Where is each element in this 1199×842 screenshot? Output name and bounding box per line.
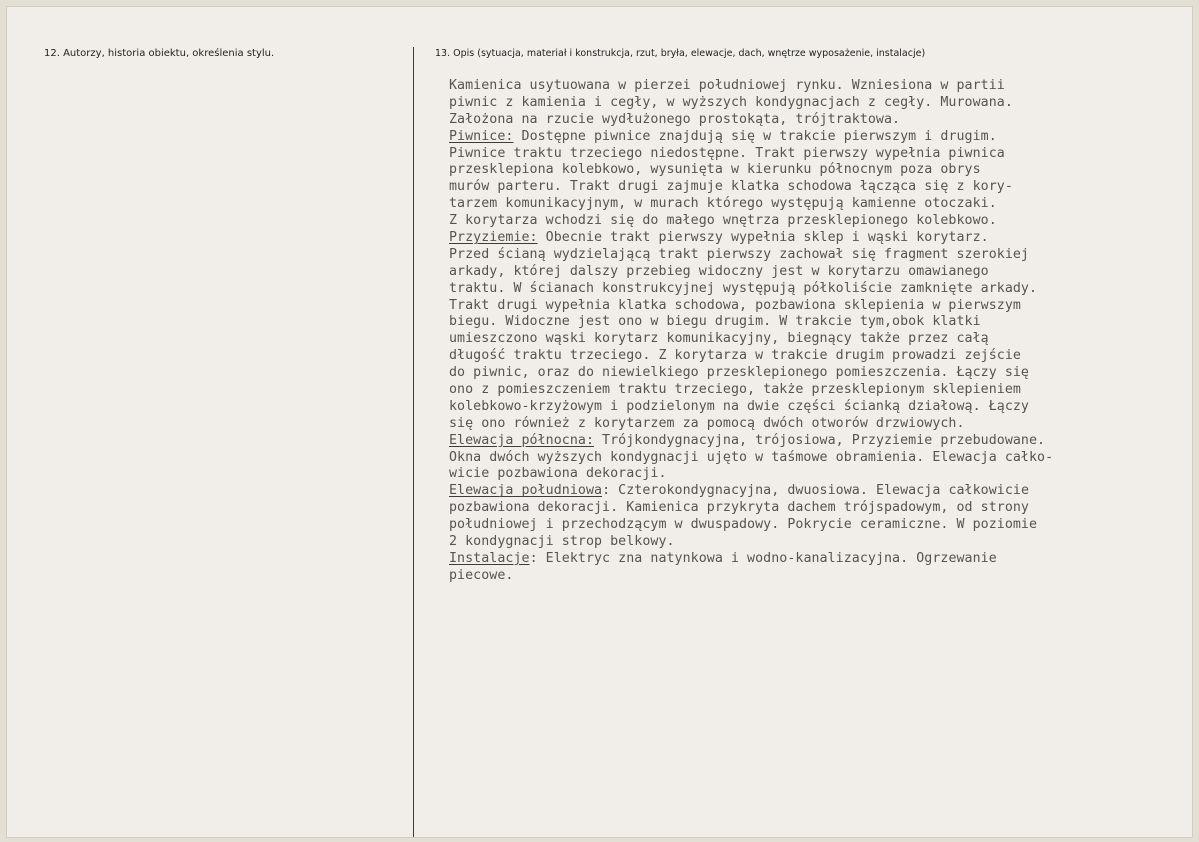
text-line: tarzem komunikacyjnym, w murach którego występują kamienne otoczaki. (449, 196, 997, 212)
text-line: piecowe. (449, 567, 514, 583)
text-line: piwnic z kamienia i cegły, w wyższych kondygnacjach z cegły. Murowana. (449, 94, 1013, 110)
text-line: do piwnic, oraz do niewielkiego przesklepionego pomieszczenia. Łączy się (449, 365, 1029, 381)
heading-przyziemie: Przyziemie: (449, 230, 538, 246)
text-line: Piwnice: Dostępne piwnice znajdują się w trakcie pierwszym i drugim. (449, 128, 997, 144)
column-divider (413, 47, 414, 837)
text-line: murów parteru. Trakt drugi zajmuje klatka schodowa łącząca się z kory- (449, 179, 1013, 195)
text-line: Elewacja północna: Trójkondygnacyjna, trójosiowa, Przyziemie przebudowane. (449, 432, 1046, 448)
text-line: 2 kondygnacji strop belkowy. (449, 534, 675, 550)
text-line: Piwnice traktu trzeciego niedostępne. Trakt pierwszy wypełnia piwnica (449, 145, 1005, 161)
text-line: Elewacja południowa: Czterokondygnacyjna, dwuosiowa. Elewacja całkowicie (449, 483, 1029, 499)
text-line: Z korytarza wchodzi się do małego wnętrza przesklepionego kolebkowo. (449, 213, 997, 229)
text-line: Trakt drugi wypełnia klatka schodowa, pozbawiona sklepienia w pierwszym (449, 297, 1021, 313)
text-line: ono z pomieszczeniem traktu trzeciego, także przesklepionym sklepieniem (449, 382, 1021, 398)
text-line: Założona na rzucie wydłużonego prostokąta, trójtraktowa. (449, 111, 901, 127)
section-13-header: 13. Opis (sytuacja, materiał i konstrukcja, rzut, bryła, elewacje, dach, wnętrze wyposażenie, instalacje) (435, 48, 926, 59)
text-line: pozbawiona dekoracji. Kamienica przykryta dachem trójspadowym, od strony (449, 500, 1029, 516)
text-line: Okna dwóch wyższych kondygnacji ujęto w taśmowe obramienia. Elewacja całko- (449, 449, 1054, 465)
text-line: długość traktu trzeciego. Z korytarza w trakcie drugim prowadzi zejście (449, 348, 1021, 364)
heading-piwnice: Piwnice: (449, 128, 514, 144)
text-line: Przyziemie: Obecnie trakt pierwszy wypełnia sklep i wąski korytarz. (449, 230, 989, 246)
section-12-header: 12. Autorzy, historia obiektu, określenia stylu. (44, 48, 275, 59)
text-line: Przed ścianą wydzielającą trakt pierwszy zachował się fragment szerokiej (449, 246, 1029, 262)
text-line: Instalacje: Elektryc zna natynkowa i wodno-kanalizacyjna. Ogrzewanie (449, 550, 997, 566)
text-line: traktu. W ścianach konstrukcyjnej występują półkoliście zamknięte arkady. (449, 280, 1038, 296)
heading-elewacja-poludniowa: Elewacja południowa (449, 483, 603, 499)
text-line: wicie pozbawiona dekoracji. (449, 466, 667, 482)
text-line: biegu. Widoczne jest ono w biegu drugim. W trakcie tym,obok klatki (449, 314, 981, 330)
heading-instalacje: Instalacje (449, 550, 530, 566)
text-line: Kamienica usytuowana w pierzei południowej rynku. Wzniesiona w partii (449, 78, 1005, 93)
text-line: się ono również z korytarzem za pomocą dwóch otworów drzwiowych. (449, 415, 965, 431)
text-line: kolebkowo-krzyżowym i podzielonym na dwie części ścianką działową. Łączy (449, 398, 1029, 414)
text-line: przesklepiona kolebkowo, wysunięta w kierunku północnym poza obrys (449, 162, 981, 178)
heading-elewacja-polnocna: Elewacja północna: (449, 432, 594, 448)
description-text (449, 78, 1185, 585)
text-line: umieszczono wąski korytarz komunikacyjny, biegnący także przez całą (449, 331, 989, 347)
text-line: arkady, której dalszy przebieg widoczny jest w korytarzu omawianego (449, 263, 989, 279)
text-line: południowej i przechodzącym w dwuspadowy. Pokrycie ceramiczne. W poziomie (449, 517, 1038, 533)
